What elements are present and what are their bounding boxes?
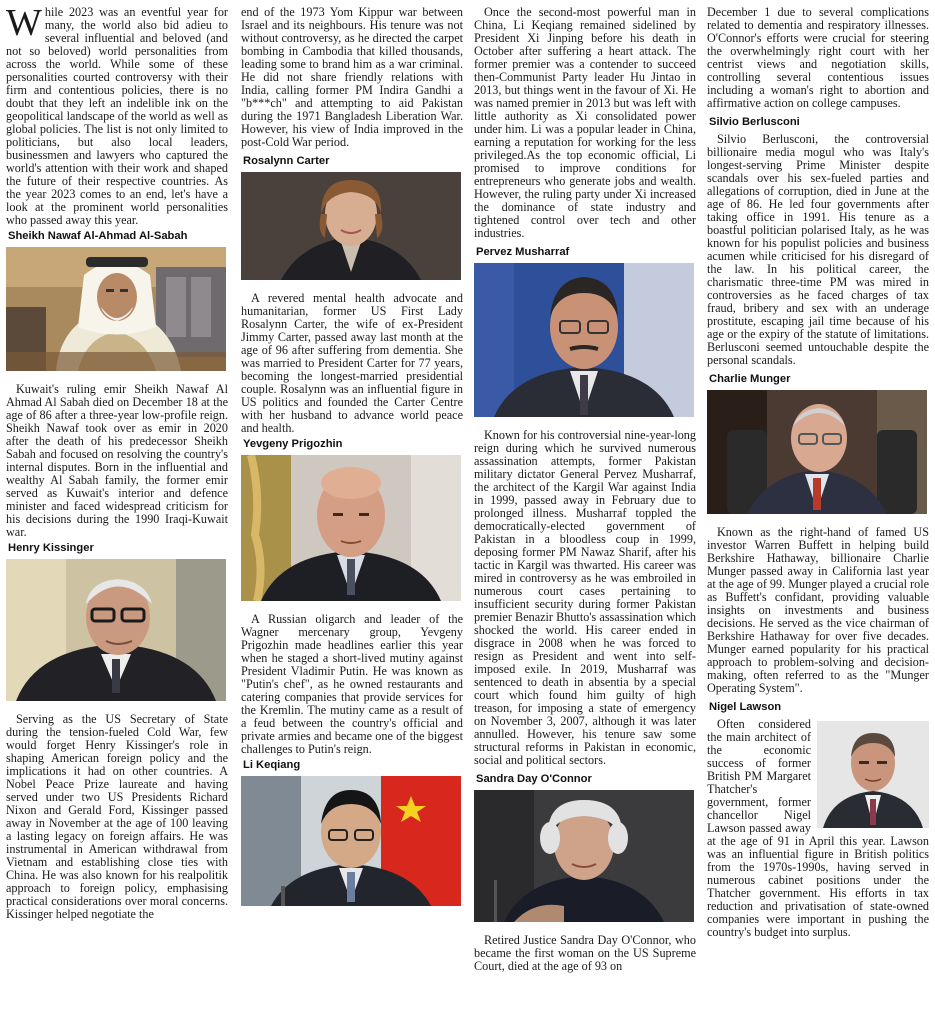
- photo-munger: [707, 390, 927, 514]
- photo-li: [241, 776, 461, 906]
- text-berlusconi: Silvio Berlusconi, the controversial billionaire media mogul who was Italy's longest-serving Prime Minister despite scandals over his sex-fueled parties and allegations of corruption, died in June at the age of 86. He led four governments after taking office in 1991. His tenure as a boastful politician polarised Italy, as he was known for his populist policies and business acumen while criticised for his disregard of the law. In his political career, the charismatic three-time PM was mired in controversies as he faced charges of tax fraud, bribery and sex with an underage prostitute, escaping jail time because of his age or the expiry of the statute of limitations. Berlusconi seemed untouchable despite the personal scandals.: [707, 132, 929, 367]
- column-1: [6, 2, 228, 921]
- heading-lawson: Nigel Lawson: [709, 701, 782, 713]
- photo-lawson: [817, 721, 929, 828]
- text-oconnor: Retired Justice Sandra Day O'Connor, who became the first woman on the US Supreme Court, died at the age of 93 on: [474, 933, 696, 973]
- text-musharraf: Known for his controversial nine-year-long reign during which he survived numerous assassination attempts, former Pakistan military dictator General Pervez Musharraf, the architect of the Kargil War against India in 1999, passed away in February due to prolonged illness. Musharraf toppled the democratically-elected government of Pakistan in a bloodless coup in 1999, deposing former PM Nawaz Sharif, after his tactic in Kargil was thwarted. His career was mired in controversy as he was embroiled in numerous court cases pertaining to insufficient security during former Pakistan premier Benazir Bhutto's assassination which shocked the world. His career ended in disgrace in 2008 when he was forced to resign as President and went into self-imposed exile. In 2019, Musharraf was sentenced to death in absentia by a special court which found him guilty of high treason, for imposing a state of emergency on November 3, 2007, although it was later annulled. However, his tenure saw some structural reforms in Pakistan in economic, social and political sectors.: [474, 428, 696, 767]
- text-kissinger: Serving as the US Secretary of State during the tension-fueled Cold War, few would forget Henry Kissinger's role in shaping American foreign policy and the implications it had on other countries. A Nobel Peace Prize laureate and having served under two US Presidents Richard Nixon and Gerald Ford, Kissinger passed away in November at the age of 100 leaving a lasting legacy on foreign affairs. He was instrumental in American withdrawal from Vietnam and establishing close ties with China. He was also known for his realpolitik approach to foreign policy, emphasising practical considerations over moral concerns. Kissinger helped negotiate the: [6, 712, 228, 921]
- heading-munger: Charlie Munger: [709, 373, 791, 385]
- column-4: [707, 6, 929, 939]
- heading-kissinger: Henry Kissinger: [8, 542, 94, 554]
- heading-li: Li Keqiang: [243, 759, 301, 771]
- heading-oconnor: Sandra Day O'Connor: [476, 773, 592, 785]
- intro-dropcap: W: [6, 2, 42, 44]
- text-oconnor-continued: December 1 due to several complications related to dementia and respiratory illnesses. O'Connor's efforts were crucial for steering the overwhelmingly right court with her centrist views and negotiation skills, controlling several contentious issues including a woman's right to abortion and affirmative action on college campuses.: [707, 5, 929, 110]
- heading-musharraf: Pervez Musharraf: [476, 246, 570, 258]
- text-nawaf: Kuwait's ruling emir Sheikh Nawaf Al Ahmad Al Sabah died on December 18 at the age of 86 after a three-year low-profile reign. Sheikh Nawaf took over as emir in 2020 after the death of his predecessor Sheikh Sabah and focused on resolving the country's internal disputes. Born in the influential and wealthy Al Sabah family, the former emir served as Kuwait's interior and defence minister and faced widespread criticism for his decisions during the 1990 Iraqi-Kuwait war.: [6, 382, 228, 539]
- text-munger: Known as the right-hand of famed US investor Warren Buffett in helping build Berkshire Hathaway, billionaire Charlie Munger passed away in California last year at the age of 99. Munger played a crucial role as Buffett's confidant, providing valuable insights on investments and business decisions. He served as the vice chairman of Berkshire Hathaway for over five decades. Munger earned popularity for his practical approach to problem-solving and decision-making, often referred to as the "Munger Operating System".: [707, 525, 929, 695]
- text-kissinger-continued: end of the 1973 Yom Kippur war between Israel and its neighbours. His tenure was not without controversy, as he directed the carpet bombing in Cambodia that killed thousands, leading some to brand him as a war criminal. He did not share friendly relations with India, calling former PM Indira Gandhi a "b***ch" and attempting to aid Pakistan during the 1971 Bangladesh Liberation War. However, his view of India improved in the post-Cold War period.: [241, 5, 463, 149]
- text-carter: A revered mental health advocate and humanitarian, former US First Lady Rosalynn Carter, the wife of ex-President Jimmy Carter, passed away last month at the age of 96 after suffering from dementia. She was married to President Carter for 77 years, becoming the longest-married presidential couple. Rosalynn was an influential figure in US politics and founded the Carter Centre with her husband to advance world peace and health.: [241, 291, 463, 435]
- heading-carter: Rosalynn Carter: [243, 155, 330, 167]
- text-prigozhin: A Russian oligarch and leader of the Wagner mercenary group, Yevgeny Prigozhin made headlines earlier this year when he staged a short-lived mutiny against President Vladimir Putin. He was known as "Putin's chef", as he owned restaurants and catering companies that provide services for the Kremlin. The mutiny came as a result of a feud between the country's official and private armies and became one of the biggest challenges to Putin's reign.: [241, 612, 463, 756]
- column-3: [474, 6, 696, 973]
- intro-paragraph: [6, 2, 228, 227]
- column-2: [241, 6, 463, 906]
- photo-musharraf: [474, 263, 694, 417]
- heading-prigozhin: Yevgeny Prigozhin: [243, 438, 343, 450]
- photo-kissinger: [6, 559, 226, 701]
- heading-berlusconi: Silvio Berlusconi: [709, 116, 800, 128]
- text-lawson: Often considered the main architect of the economic success of former British PM Margaret Thatcher's government, former chancellor Nigel Lawson passed away at the age of 91 in April this year. Lawson was an influential figure in British politics from the 1970s-1990s, having served in numerous cabinet positions under the Thatcher government. His efforts in tax reduction and privatisation of state-owned companies were important in pushing the country's budget into surplus.: [707, 717, 929, 939]
- photo-prigozhin: [241, 455, 461, 601]
- intro-text: hile 2023 was an eventful year for many, the world also bid adieu to several influential and beloved (and not so beloved) world personalities from across the world. While some of these personalities courted controversy with their firm and contentious policies, there is no doubt that they left an indelible ink on the geopolitical landscape of the world as well as global policies. The list is not only limited to politicians, but also local leaders, businessmen and lawyers who captured the world's attention with their work and shaped the future of their respective countries. As the year 2023 comes to an end, let's have a look at the prominent world personalities who passed away this year.: [6, 5, 228, 227]
- heading-nawaf: Sheikh Nawaf Al-Ahmad Al-Sabah: [8, 230, 188, 242]
- photo-carter: [241, 172, 461, 280]
- photo-nawaf: [6, 247, 226, 371]
- photo-oconnor: [474, 790, 694, 922]
- text-li: Once the second-most powerful man in China, Li Keqiang remained sidelined by President Xi Jinping before his death in October after suffering a heart attack. The former premier was a contender to succeed then-Communist Party leader Hu Jintao in 2013, but things went in the favour of Xi. He was named premier in 2013 but was left with little authority as Xi consolidated power under him. Li was a popular leader in China, earning a reputation for working for the less privileged.As the top economic official, Li promised to improve conditions for entrepreneurs who generate jobs and wealth. However, the ruling party under Xi increased the dominance of state industry and tightened control over tech and other industries.: [474, 5, 696, 240]
